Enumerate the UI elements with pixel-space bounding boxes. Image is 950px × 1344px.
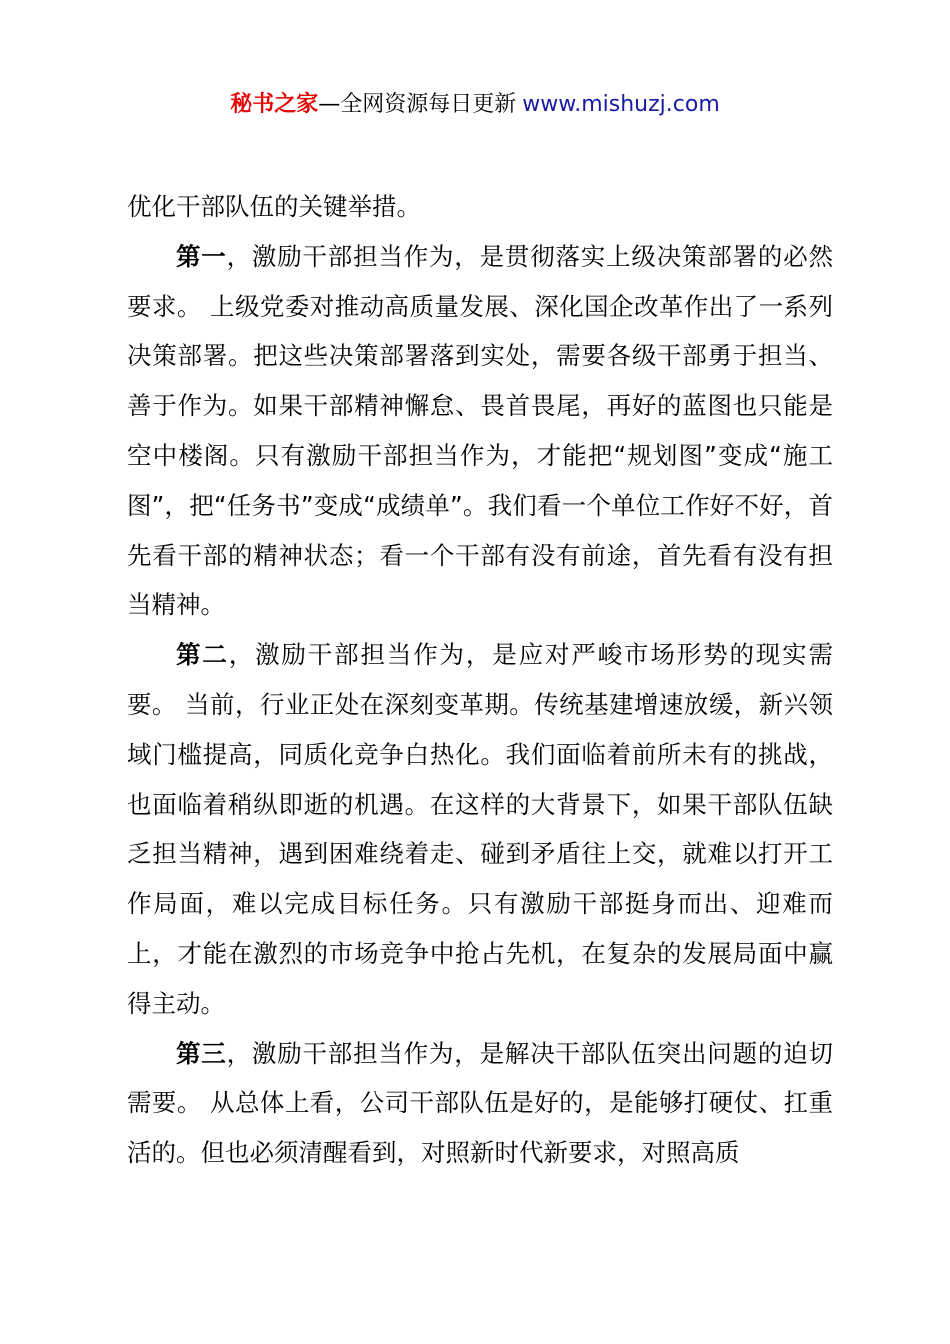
page-header <box>0 88 950 122</box>
site-brand: 秘书之家 <box>230 92 319 117</box>
paragraph-text: 优化干部队伍的关键举措。 <box>127 192 421 221</box>
paragraph-lead: 第一 <box>176 241 227 271</box>
paragraph-second <box>127 630 833 1028</box>
paragraph-text: ，激励干部担当作为，是应对严峻市场形势的现实需要。 当前，行业正处在深刻变革期。传统基建增速放缓，新兴领域门槛提高，同质化竞争白热化。我们面临着前所未有的挑战，也面临着稍纵即逝的机遇。在这样的大背景下，如果干部队伍缺乏担当精神，遇到困难绕着走、碰到矛盾往上交，就难以打开工作局面，难以完成目标任务。只有激励干部挺身而出、迎难而上，才能在激烈的市场竞争中抢占先机，在复杂的发展局面中赢得主动。 <box>127 640 834 1018</box>
site-url-link[interactable]: www.mishuzj.com <box>522 92 720 117</box>
paragraph-text: ，激励干部担当作为，是贯彻落实上级决策部署的必然要求。 上级党委对推动高质量发展、深化国企改革作出了一系列决策部署。把这些决策部署落到实处，需要各级干部勇于担当、善于作为。如果干部精神懈怠、畏首畏尾，再好的蓝图也只能是空中楼阁。只有激励干部担当作为，才能把“规划图”变成“施工图”，把“任务书”变成“成绩单”。我们看一个单位工作好不好，首先看干部的精神状态；看一个干部有没有前途，首先看有没有担当精神。 <box>127 241 834 620</box>
site-tagline: —全网资源每日更新 <box>318 92 517 117</box>
document-body <box>127 182 833 1178</box>
paragraph-text: ，激励干部担当作为，是解决干部队伍突出问题的迫切需要。 从总体上看，公司干部队伍是好的，是能够打硬仗、扛重活的。但也必须清醒看到，对照新时代新要求，对照高质 <box>127 1038 834 1168</box>
paragraph-third <box>127 1029 833 1178</box>
paragraph-lead: 第三 <box>176 1038 227 1068</box>
paragraph-lead: 第二 <box>176 640 229 670</box>
paragraph-first <box>127 232 833 630</box>
paragraph-continuation <box>127 182 833 232</box>
